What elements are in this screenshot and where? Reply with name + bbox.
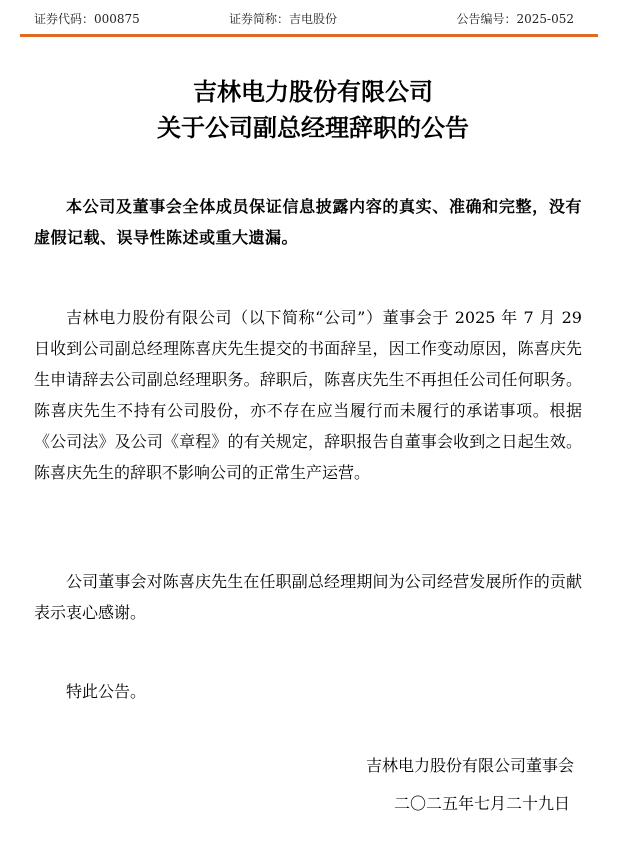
closing-paragraph bbox=[34, 676, 582, 707]
title-line-2: 关于公司副总经理辞职的公告 bbox=[157, 113, 469, 142]
main-paragraph bbox=[34, 302, 582, 488]
stock-code: 证券代码：000875 bbox=[34, 12, 140, 26]
document-header bbox=[34, 10, 574, 28]
stock-name: 证券简称：吉电股份 bbox=[229, 12, 338, 26]
signature-organization: 吉林电力股份有限公司董事会 bbox=[365, 756, 574, 775]
statement-text: 本公司及董事会全体成员保证信息披露内容的真实、准确和完整，没有虚假记载、误导性陈述或重大遗漏。 bbox=[34, 197, 582, 247]
header-divider bbox=[20, 34, 598, 37]
announcement-number: 公告编号：2025-052 bbox=[456, 12, 574, 26]
signature-date: 二〇二五年七月二十九日 bbox=[393, 794, 570, 813]
disclosure-statement bbox=[34, 191, 582, 253]
paragraph-1-text: 吉林电力股份有限公司（以下简称“公司”）董事会于 2025 年 7 月 29 日收到公司副总经理陈喜庆先生提交的书面辞呈，因工作变动原因，陈喜庆先生申请辞去公司副总经理职务。辞职后，陈喜庆先生不再担任公司任何职务。陈喜庆先生不持有公司股份，亦不存在应当履行而未履行的承诺事项。根据《公司法》及公司《章程》的有关规定，辞职报告自董事会收到之日起生效。陈喜庆先生的辞职不影响公司的正常生产运营。 bbox=[34, 308, 582, 482]
closing-text: 特此公告。 bbox=[66, 682, 147, 701]
thanks-paragraph bbox=[34, 566, 582, 628]
document-title bbox=[0, 74, 626, 146]
title-line-1: 吉林电力股份有限公司 bbox=[193, 77, 433, 106]
paragraph-2-text: 公司董事会对陈喜庆先生在任职副总经理期间为公司经营发展所作的贡献表示衷心感谢。 bbox=[34, 572, 582, 622]
